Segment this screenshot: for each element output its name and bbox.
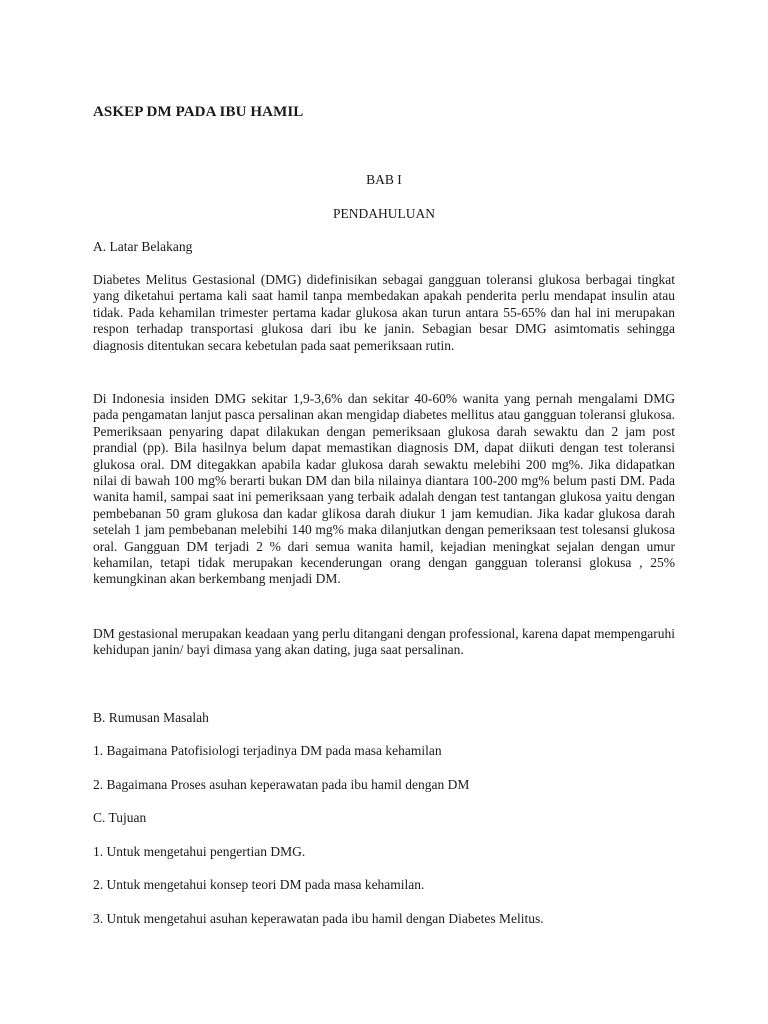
list-item: 2. Bagaimana Proses asuhan keperawatan pada ibu hamil dengan DM — [93, 777, 470, 792]
section-a-heading: A. Latar Belakang — [93, 239, 193, 254]
list-item: 1. Bagaimana Patofisiologi terjadinya DM pada masa kehamilan — [93, 743, 442, 758]
paragraph-background-3: DM gestasional merupakan keadaan yang perlu ditangani dengan professional, karena dapat mempengaruhi kehidupan janin/ bayi dimasa yang akan dating, juga saat persalinan. — [93, 626, 675, 658]
paragraph-background-2: Di Indonesia insiden DMG sekitar 1,9-3,6% dan sekitar 40-60% wanita yang pernah mengalami DMG pada pengamatan lanjut pasca persalinan akan mengidap diabetes mellitus atau gangguan toleransi glukosa. Pemeriksaan penyaring dapat dilakukan dengan pemeriksaan glukosa darah sewaktu dan 2 jam post prandial (pp). Bila hasilnya belum dapat memastikan diagnosis DM, dapat diikuti dengan test toleransi glukosa oral. DM ditegakkan apabila kadar glukosa darah sewaktu melebihi 200 mg%. Jika didapatkan nilai di bawah 100 mg% berarti bukan DM dan bila nilainya diantara 100-200 mg% belum pasti DM. Pada wanita hamil, sampai saat ini pemeriksaan yang terbaik adalah dengan test tantangan glukosa yaitu dengan pembebanan 50 gram glukosa dan kadar glikosa darah diukur 1 jam kemudian. Jika kadar glukosa darah setelah 1 jam pembebanan melebihi 140 mg% maka dilanjutkan dengan pemeriksaan test tolesansi glukosa oral. Gangguan DM terjadi 2 % dari semua wanita hamil, kejadian meningkat sejalan dengan umur kehamilan, tetapi tidak merupakan kecenderungan orang dengan gangguan toleransi glokusa , 25% kemungkinan akan berkembang menjadi DM. — [93, 391, 675, 587]
list-item: 2. Untuk mengetahui konsep teori DM pada masa kehamilan. — [93, 877, 425, 892]
paragraph-background-1: Diabetes Melitus Gestasional (DMG) didefinisikan sebagai gangguan toleransi glukosa berbagai tingkat yang diketahui pertama kali saat hamil tanpa membedakan apakah penderita perlu mendapat insulin atau tidak. Pada kehamilan trimester pertama kadar glukosa akan turun antara 55-65% dan hal ini merupakan respon terhadap transportasi glukosa dari ibu ke janin. Sebagian besar DMG asimtomatis sehingga diagnosis ditentukan secara kebetulan pada saat pemeriksaan rutin. — [93, 272, 675, 353]
chapter-title: PENDAHULUAN — [333, 206, 435, 221]
list-item: 3. Untuk mengetahui asuhan keperawatan pada ibu hamil dengan Diabetes Melitus. — [93, 911, 544, 926]
document-title: ASKEP DM PADA IBU HAMIL — [93, 104, 304, 120]
section-c-heading: C. Tujuan — [93, 810, 147, 825]
section-b-heading: B. Rumusan Masalah — [93, 710, 209, 725]
list-item: 1. Untuk mengetahui pengertian DMG. — [93, 844, 306, 859]
chapter-label: BAB I — [366, 172, 402, 187]
